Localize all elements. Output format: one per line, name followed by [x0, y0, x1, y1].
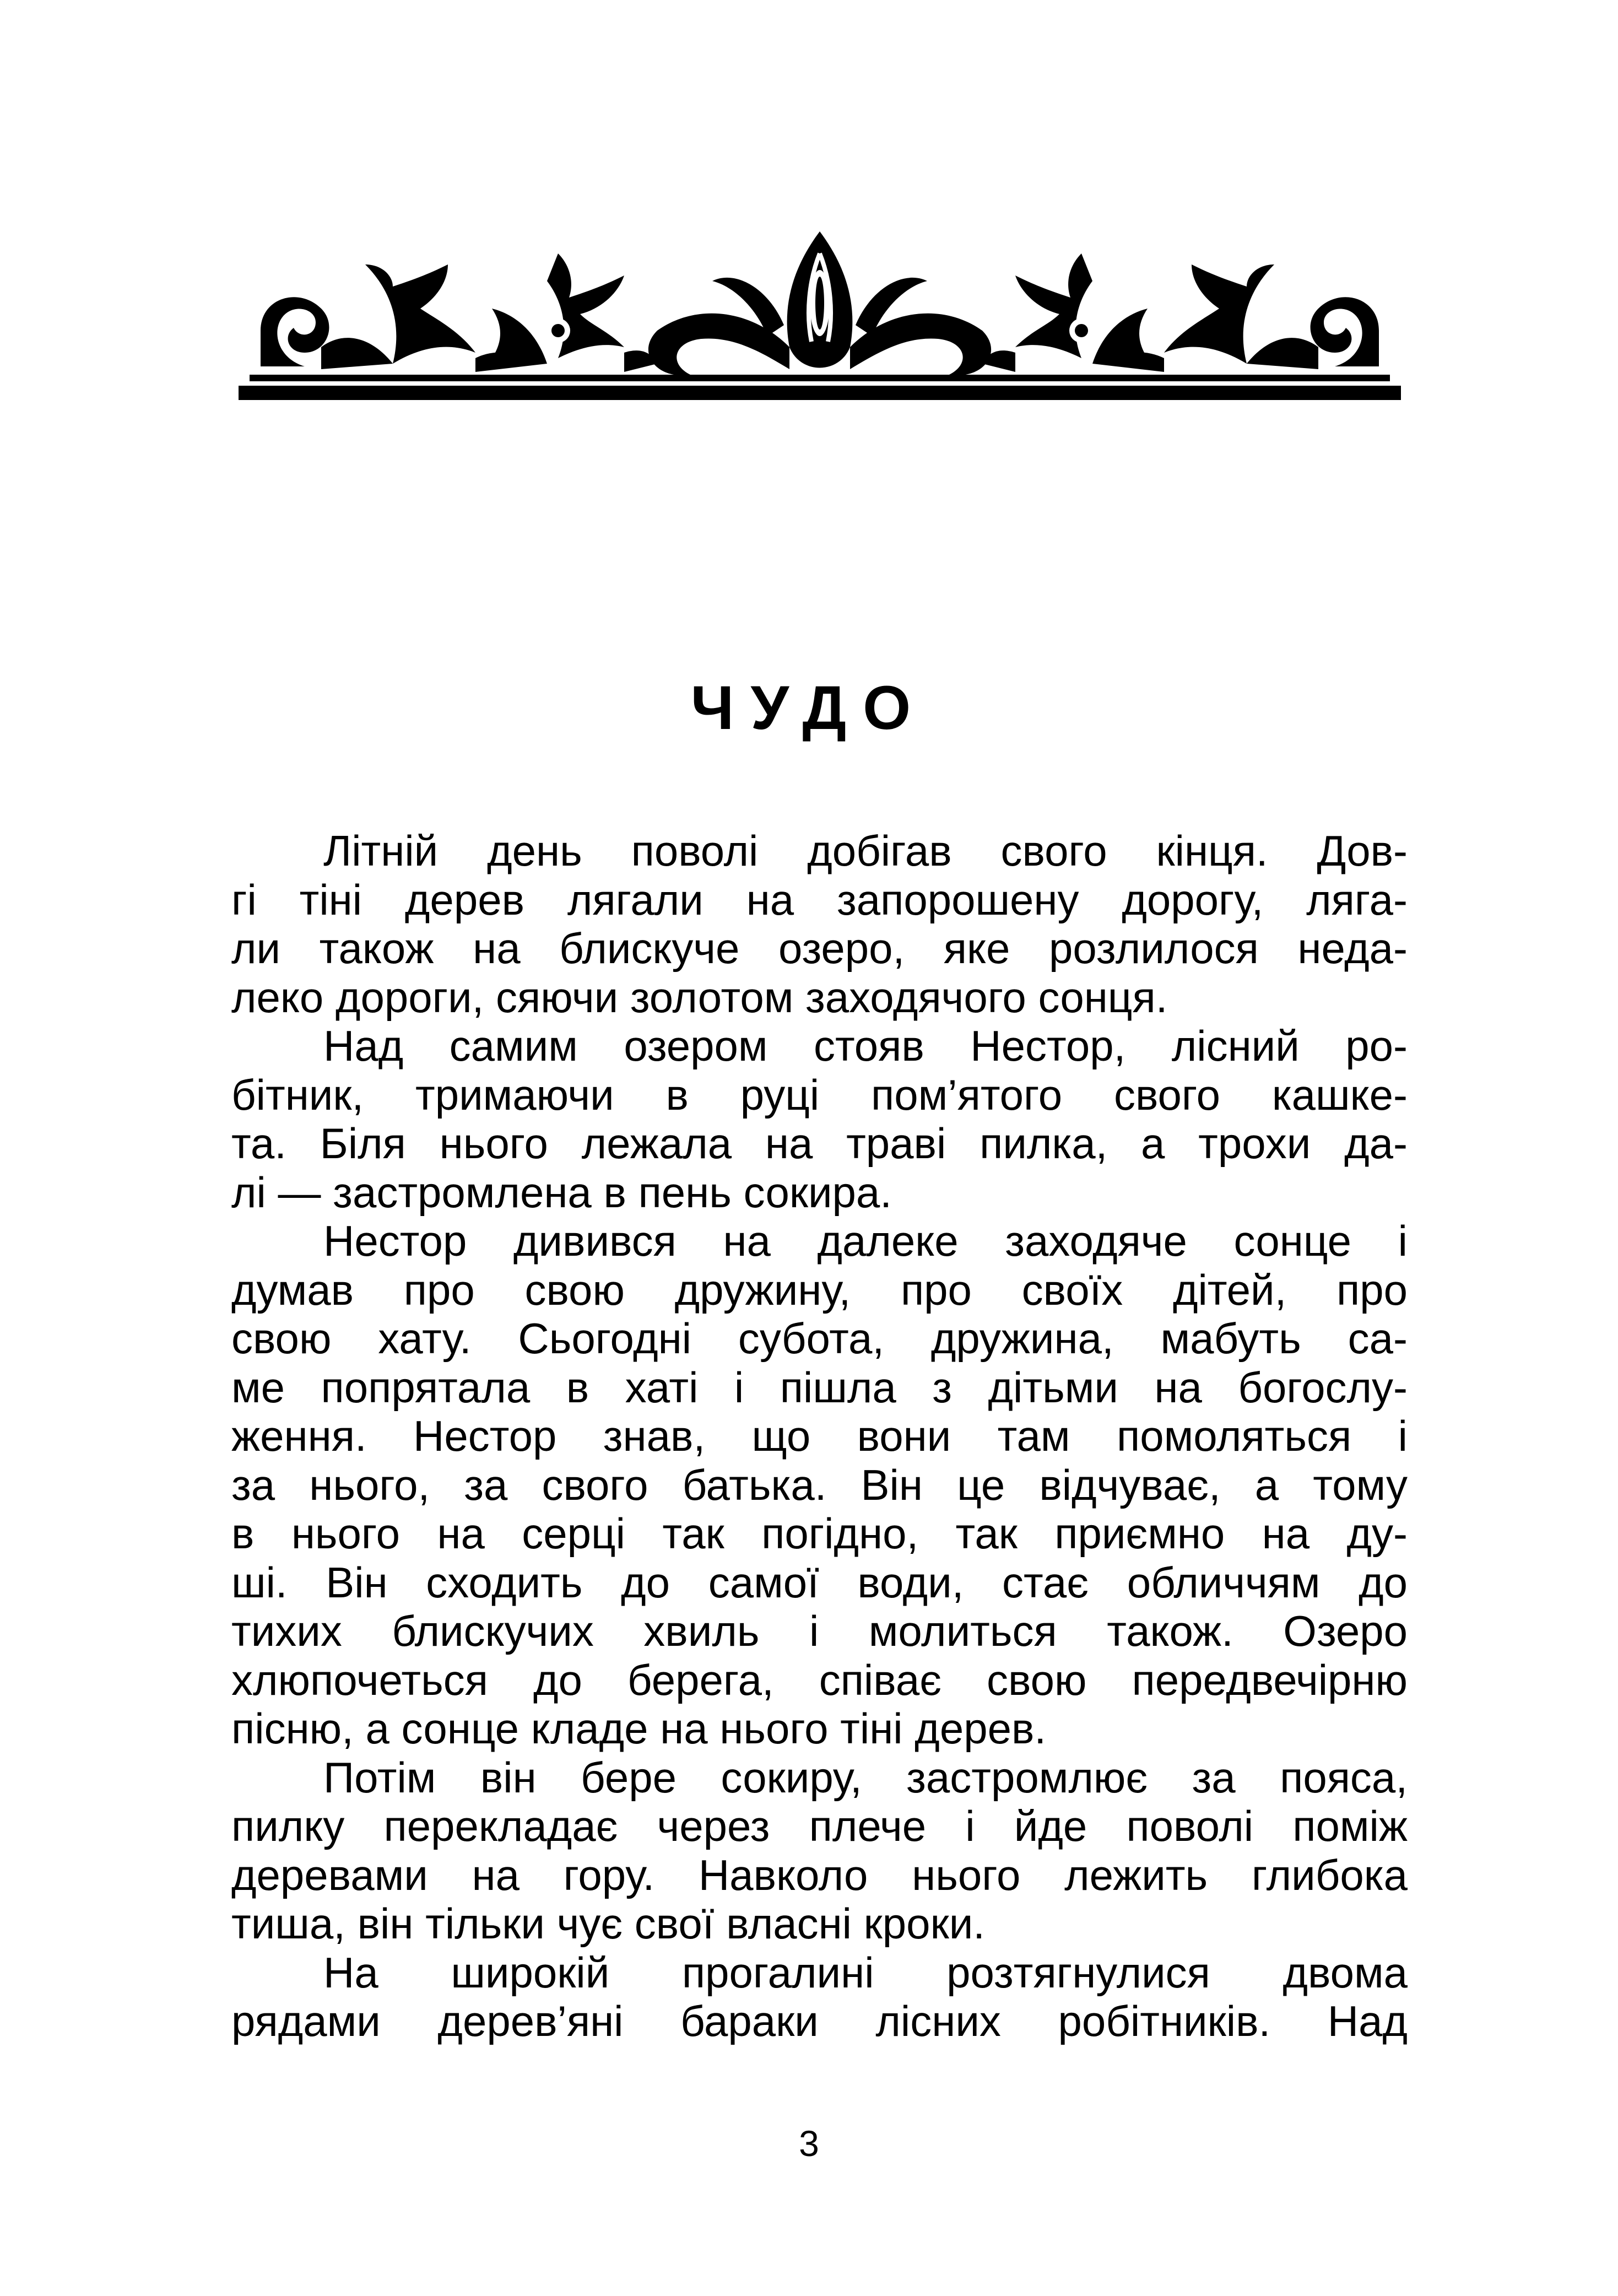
floral-ornament-icon: [239, 220, 1401, 408]
text-line: деревами на гору. Навколо нього лежить глибока: [231, 1850, 1408, 1899]
text-line: Потім він бере сокиру, застромлює за пояса,: [323, 1753, 1408, 1802]
chapter-title: ЧУДО: [690, 673, 928, 742]
text-line: хлюпочеться до берега, співає свою передвечірню: [231, 1655, 1408, 1704]
text-line: На широкій прогалині розтягнулися двома: [323, 1948, 1408, 1997]
text-line: та. Біля нього лежала на траві пилка, а трохи да-: [231, 1119, 1408, 1168]
text-line: тихих блискучих хвиль і молиться також. Озеро: [231, 1607, 1408, 1655]
text-line: пісню, а сонце кладе на нього тіні дерев.: [231, 1704, 1047, 1753]
text-line: лі — застромлена в пень сокира.: [231, 1168, 892, 1217]
text-line: ме попрятала в хаті і пішла з дітьми на богослу-: [231, 1363, 1408, 1412]
text-line: думав про свою дружину, про своїх дітей, про: [231, 1265, 1408, 1314]
text-line: Літній день поволі добігав свого кінця. Дов-: [323, 826, 1408, 875]
text-line: бітник, тримаючи в руці пом’ятого свого кашке-: [231, 1070, 1408, 1119]
text-line: Нестор дивився на далеке заходяче сонце і: [323, 1217, 1408, 1265]
paragraph-5: [231, 1948, 1408, 2046]
text-line: ження. Нестор знав, що вони там помоляться і: [231, 1412, 1408, 1460]
body-text: [231, 826, 1408, 2046]
text-line: рядами дерев’яні бараки лісних робітників. Над: [231, 1997, 1408, 2045]
text-line: свою хату. Сьогодні субота, дружина, мабуть са-: [231, 1314, 1408, 1363]
page-number: 3: [799, 2123, 819, 2164]
text-line: в нього на серці так погідно, так приємно на ду-: [231, 1509, 1408, 1558]
paragraph-4: [231, 1753, 1408, 1948]
floral-ornament-headpiece: [239, 220, 1401, 408]
text-line: тиша, він тільки чує свої власні кроки.: [231, 1899, 985, 1948]
paragraph-2: [231, 1022, 1408, 1217]
text-line: за нього, за свого батька. Він це відчуває, а тому: [231, 1460, 1408, 1509]
paragraph-3: [231, 1217, 1408, 1753]
text-line: ші. Він сходить до самої води, стає обличчям до: [231, 1558, 1408, 1607]
paragraph-1: [231, 826, 1408, 1022]
text-line: леко дороги, сяючи золотом заходячого сонця.: [231, 973, 1168, 1022]
text-line: Над самим озером стояв Нестор, лісний ро-: [323, 1022, 1408, 1070]
text-line: гі тіні дерев лягали на запорошену дорогу, ляга-: [231, 875, 1408, 924]
text-line: пилку перекладає через плече і йде поволі поміж: [231, 1802, 1408, 1850]
text-line: ли також на блискуче озеро, яке розлилося неда-: [231, 924, 1408, 973]
